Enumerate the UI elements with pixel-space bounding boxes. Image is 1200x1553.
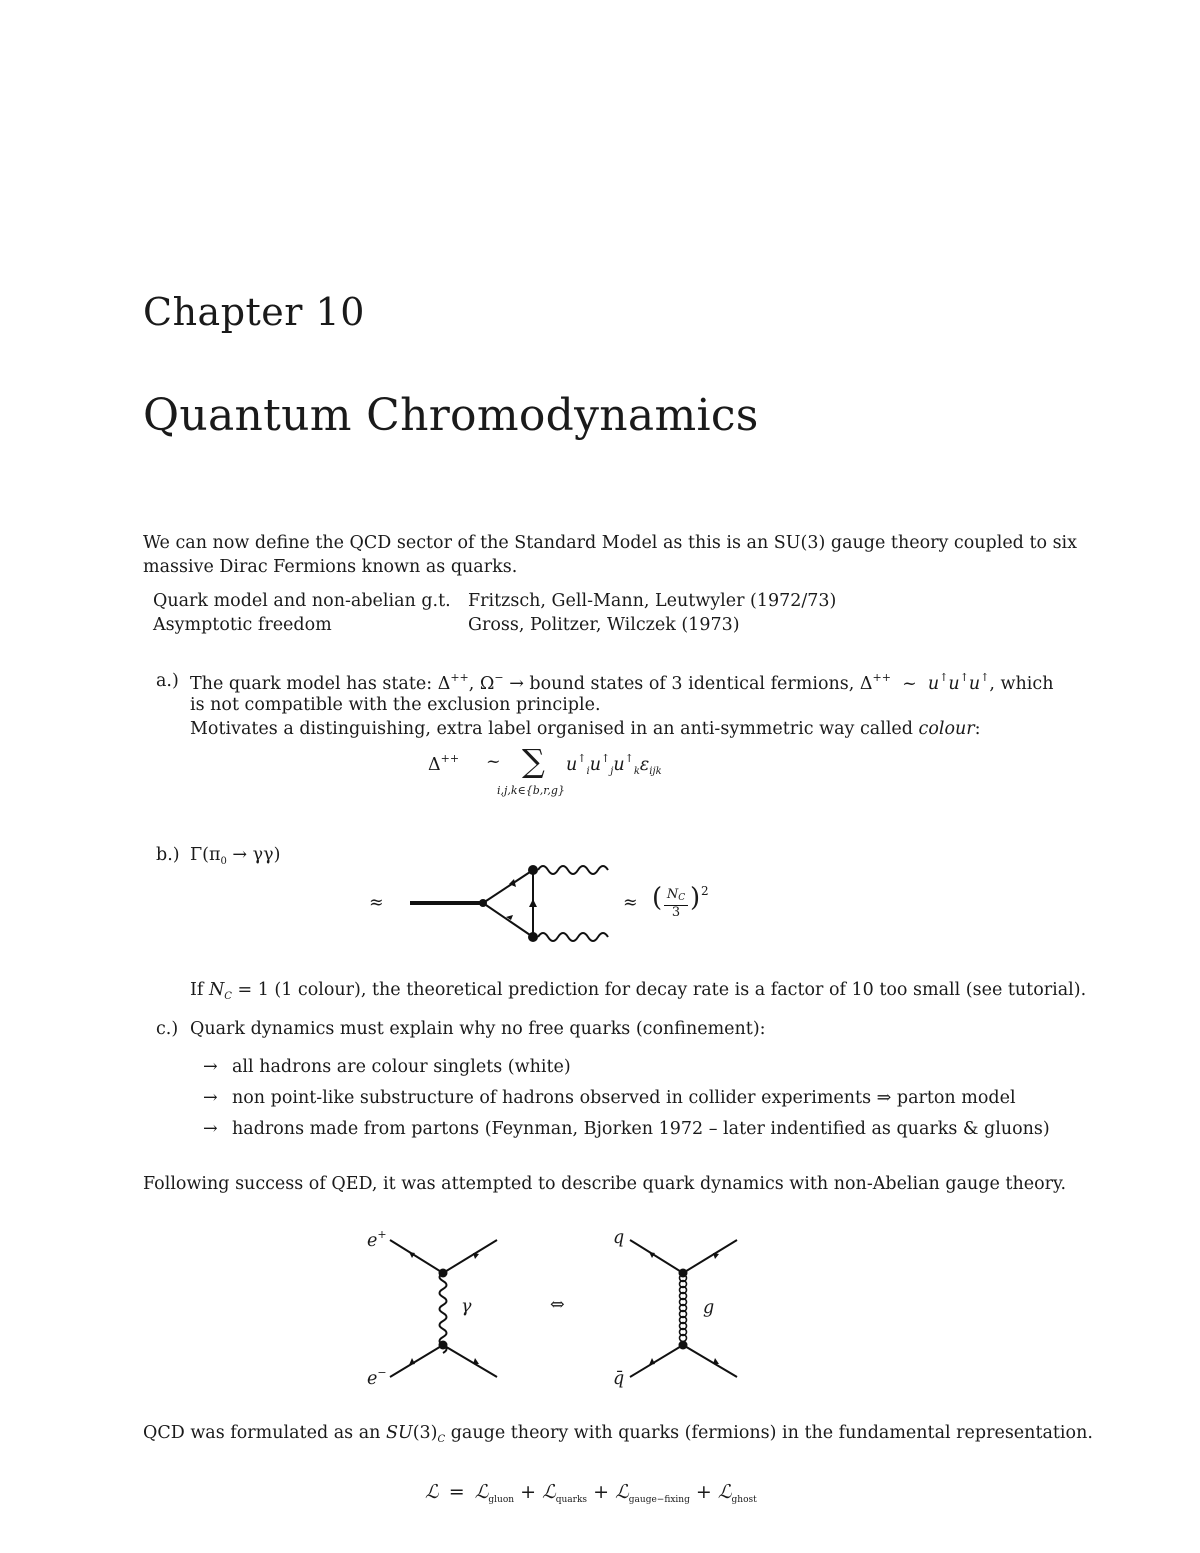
qed-label-bottom: e− (367, 1366, 387, 1389)
bullet-arrow-3: → (203, 1119, 218, 1139)
bullet-2: non point-like substructure of hadrons observed in collider experiments ⇒ parton model (232, 1088, 1016, 1108)
qcd-vertex-top (679, 1269, 688, 1278)
paren-close: ) (690, 883, 701, 913)
qcd-antiquark-out (683, 1345, 737, 1377)
qed-electron-in (390, 1240, 443, 1273)
fermion-lower (483, 903, 533, 937)
qcd-gluon-line (680, 1275, 687, 1342)
photon-upper (538, 866, 608, 874)
item-c-marker: c.) (156, 1019, 179, 1039)
triangle-diagram (405, 855, 615, 950)
history-topic-1: Quark model and non-abelian g.t. (153, 591, 451, 611)
exponent-2: 2 (701, 884, 709, 898)
intro-line-2: massive Dirac Fermions known as quarks. (143, 557, 518, 577)
qcd-diagram (625, 1230, 745, 1390)
qcd-vertex-bottom (679, 1341, 688, 1350)
item-c-text: Quark dynamics must explain why no free quarks (confinement): (190, 1019, 766, 1039)
qcd-quark-out (683, 1240, 737, 1273)
item-a-line-3: Motivates a distinguishing, extra label organised in an anti-symmetric way called colour: (190, 719, 981, 739)
qcd-arrow-4 (713, 1358, 719, 1364)
vertex-upper (528, 865, 538, 875)
qcd-label-top: q (613, 1228, 625, 1248)
qed-label-top: e+ (367, 1228, 387, 1251)
bullet-arrow-1: → (203, 1057, 218, 1077)
qcd-label-bottom: q̄ (613, 1369, 625, 1389)
qed-arrow-2 (473, 1253, 479, 1259)
arrow-vertical (529, 899, 537, 907)
equiv-symbol: ⇔ (550, 1295, 565, 1315)
item-a-line-2: is not compatible with the exclusion principle. (190, 695, 601, 715)
history-authors-1: Fritzsch, Gell-Mann, Leutwyler (1972/73) (468, 591, 837, 611)
qed-vertex-bottom (439, 1341, 448, 1350)
following-text: Following success of QED, it was attempted to describe quark dynamics with non-Abelian gauge theory. (143, 1174, 1067, 1194)
sum-range: i,j,k∈{b,r,g} (497, 784, 565, 797)
qed-arrow-4 (473, 1358, 479, 1364)
chapter-title: Quantum Chromodynamics (143, 390, 759, 441)
sum-symbol: ∑ (522, 742, 545, 780)
chapter-label: Chapter 10 (143, 290, 365, 334)
intro-line-1: We can now define the QCD sector of the Standard Model as this is an SU(3) gauge theory coupled to six (143, 533, 1078, 553)
item-b-marker: b.) (156, 845, 180, 865)
lagrangian: ℒ = ℒ$_{gluon}$ + ℒ$_{quarks}$ + ℒ$_{gauge-fixing}$ + ℒ$_{ghost}$ (425, 1481, 757, 1505)
qcd-formulated: QCD was formulated as an $SU(3)_C$ gauge theory with quarks (fermions) in the fundamental representation. (143, 1423, 1093, 1445)
fraction-nc: $N_C$ 3 (664, 888, 688, 920)
qed-positron-in (390, 1345, 443, 1377)
delta-symbol: Δ++ (428, 752, 460, 775)
approx-left: ≈ (369, 893, 384, 913)
bullet-arrow-2: → (203, 1088, 218, 1108)
bullet-3: hadrons made from partons (Feynman, Bjorken 1972 – later indentified as quarks & gluons) (232, 1119, 1050, 1139)
photon-label: γ (461, 1297, 472, 1317)
fermion-upper (483, 870, 533, 903)
qed-vertex-top (439, 1269, 448, 1278)
history-authors-2: Gross, Politzer, Wilczek (1973) (468, 615, 740, 635)
qcd-antiquark-in (630, 1345, 683, 1377)
item-a-marker: a.) (156, 671, 179, 691)
paren-open: ( (652, 883, 663, 913)
qed-diagram (385, 1230, 505, 1390)
pion-decay: $\Gamma(\pi_0 \to \gamma\gamma)$ (190, 845, 281, 867)
history-topic-2: Asymptotic freedom (153, 615, 332, 635)
qcd-quark-in (630, 1240, 683, 1273)
vertex-lower (528, 932, 538, 942)
item-a-line-1: The quark model has state: Δ++, Ω− → bound states of 3 identical fermions, Δ++ ~ u↑u↑u↑, which (190, 671, 1054, 694)
gluon-label: g (703, 1298, 715, 1318)
qed-electron-out (443, 1240, 497, 1273)
photon-lower (538, 933, 608, 941)
nc-note: If $N_C = 1$ (1 colour), the theoretical prediction for decay rate is a factor of 10 too small (see tutorial). (190, 980, 1087, 1002)
tilde-symbol: ~ (486, 752, 501, 772)
approx-right: ≈ (623, 893, 638, 913)
bullet-1: all hadrons are colour singlets (white) (232, 1057, 571, 1077)
qcd-arrow-2 (713, 1253, 719, 1259)
sum-summand: $u^↑_iu^↑_ju^↑_k\varepsilon_{ijk}$ (566, 752, 662, 777)
qed-positron-out (443, 1345, 497, 1377)
